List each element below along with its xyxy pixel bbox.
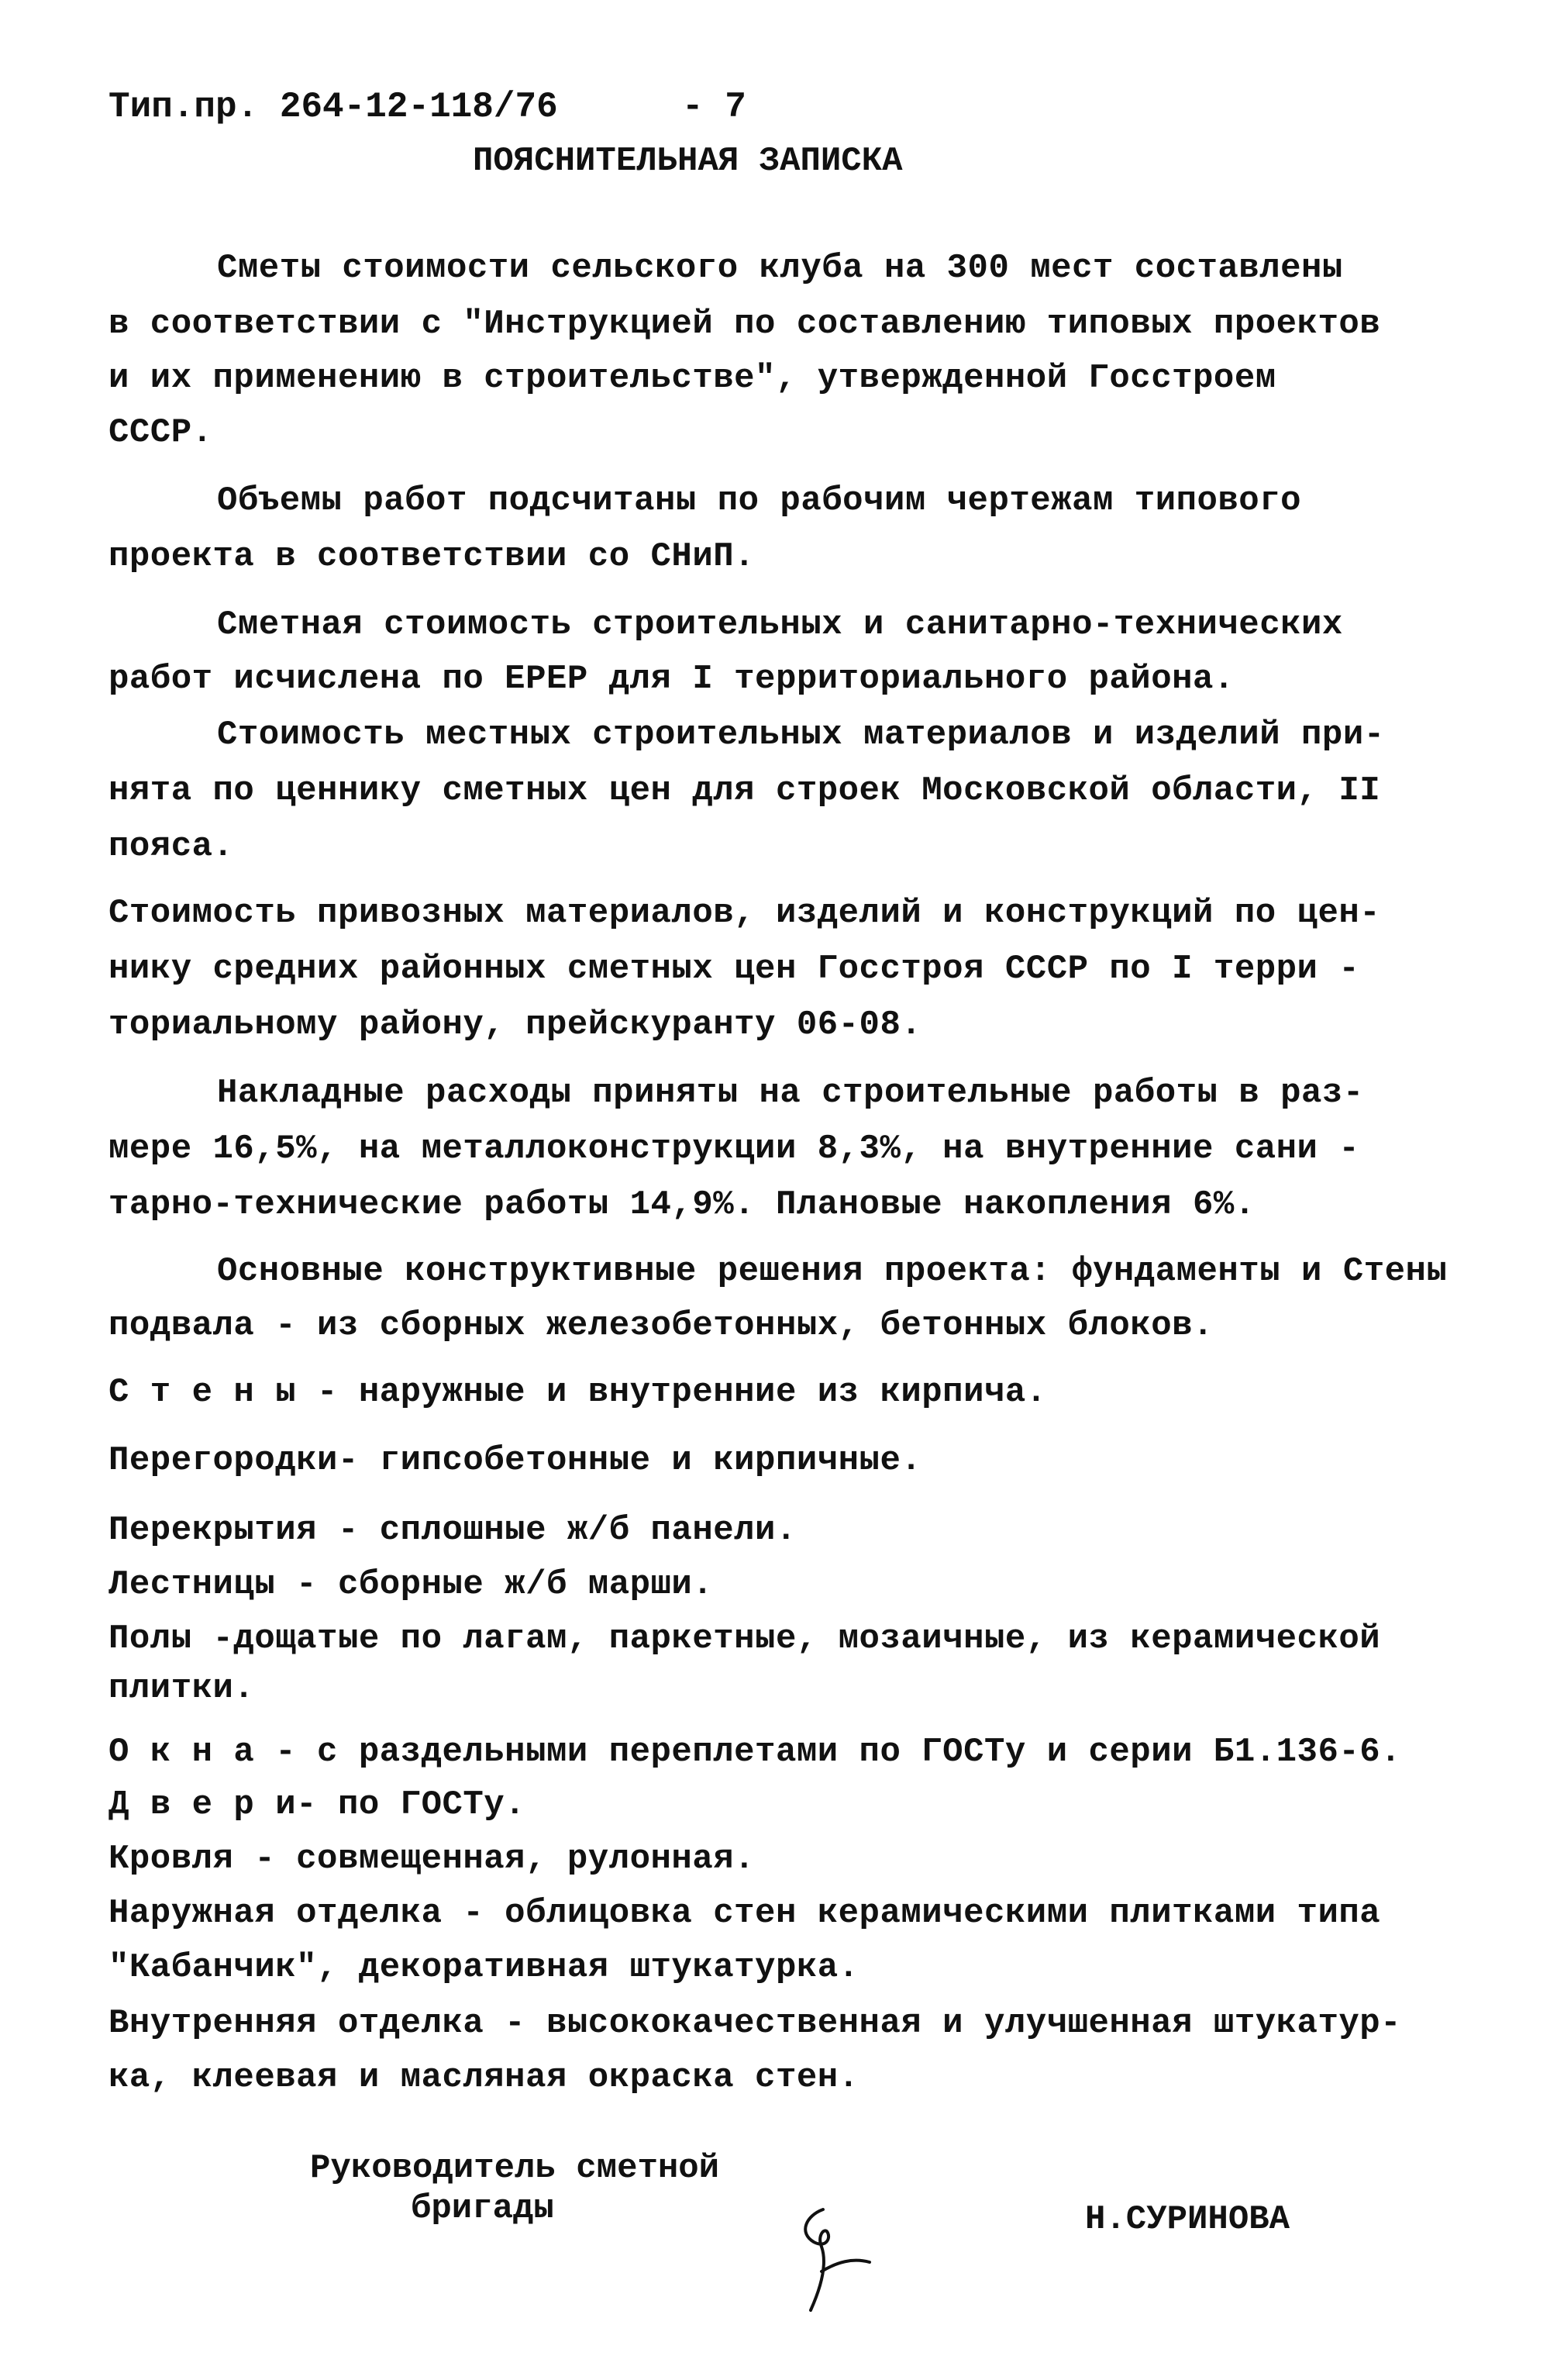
paragraph-6-line-2: мере 16,5%, на металлоконструкции 8,3%, на внутренние сани -: [109, 1130, 1360, 1168]
paragraph-7-line-2: подвала - из сборных железобетонных, бетонных блоков.: [109, 1306, 1214, 1345]
signature-role-line-1: Руководитель сметной: [310, 2149, 720, 2188]
item-windows: О к н а - с раздельными переплетами по ГОСТу и серии Б1.136-6.: [109, 1733, 1402, 1771]
signatory-name: Н.СУРИНОВА: [1085, 2200, 1290, 2239]
paragraph-2-line-2: проекта в соответствии со СНиП.: [109, 537, 756, 576]
paragraph-2-line-1: Объемы работ подсчитаны по рабочим чертежам типового: [217, 481, 1302, 520]
paragraph-4-line-2: нята по ценнику сметных цен для строек Московской области, II: [109, 771, 1381, 810]
signature-role-line-2: бригады: [411, 2189, 554, 2228]
item-doors: Д в е р и- по ГОСТу.: [109, 1785, 526, 1824]
paragraph-4-line-3: пояса.: [109, 827, 234, 866]
paragraph-4-line-1: Стоимость местных строительных материалов и изделий при-: [217, 716, 1385, 754]
doc-reference: Тип.пр. 264-12-118/76: [109, 87, 558, 127]
item-walls: С т е н ы - наружные и внутренние из кирпича.: [109, 1373, 1047, 1412]
item-floor-slabs: Перекрытия - сплошные ж/б панели.: [109, 1511, 797, 1550]
document-title: ПОЯСНИТЕЛЬНАЯ ЗАПИСКА: [473, 142, 903, 181]
item-floors-line-1: Полы -дощатые по лагам, паркетные, мозаичные, из керамической: [109, 1619, 1381, 1658]
paragraph-1-line-4: СССР.: [109, 413, 213, 452]
paragraph-5-line-2: нику средних районных сметных цен Госстроя СССР по I терри -: [109, 950, 1360, 988]
item-partitions: Перегородки- гипсобетонные и кирпичные.: [109, 1441, 922, 1480]
item-stairs: Лестницы - сборные ж/б марши.: [109, 1565, 714, 1604]
item-interior-line-2: ка, клеевая и масляная окраска стен.: [109, 2058, 859, 2097]
item-exterior-line-1: Наружная отделка - облицовка стен керамическими плитками типа: [109, 1894, 1381, 1933]
paragraph-6-line-1: Накладные расходы приняты на строительные работы в раз-: [217, 1074, 1364, 1112]
page-number: - 7: [682, 87, 746, 127]
paragraph-3-line-2: работ исчислена по ЕРЕР для I территориального района.: [109, 660, 1235, 698]
item-exterior-line-2: "Кабанчик", декоративная штукатурка.: [109, 1948, 859, 1987]
paragraph-1-line-1: Сметы стоимости сельского клуба на 300 мест составлены: [217, 249, 1343, 288]
paragraph-6-line-3: тарно-технические работы 14,9%. Плановые накопления 6%.: [109, 1185, 1256, 1224]
paragraph-1-line-3: и их применению в строительстве", утвержденной Госстроем: [109, 359, 1276, 398]
item-floors-line-2: плитки.: [109, 1669, 255, 1708]
item-roof: Кровля - совмещенная, рулонная.: [109, 1840, 756, 1878]
paragraph-5-line-1: Стоимость привозных материалов, изделий и конструкций по цен-: [109, 894, 1381, 933]
paragraph-5-line-3: ториальному району, прейскуранту 06-08.: [109, 1005, 922, 1044]
handwritten-signature: [783, 2202, 876, 2318]
paragraph-3-line-1: Сметная стоимость строительных и санитарно-технических: [217, 605, 1343, 644]
paragraph-7-line-1: Основные конструктивные решения проекта: фундаменты и Стены: [217, 1252, 1448, 1291]
paragraph-1-line-2: в соответствии с "Инструкцией по составлению типовых проектов: [109, 305, 1381, 343]
item-interior-line-1: Внутренняя отделка - высококачественная и улучшенная штукатур-: [109, 2004, 1402, 2043]
